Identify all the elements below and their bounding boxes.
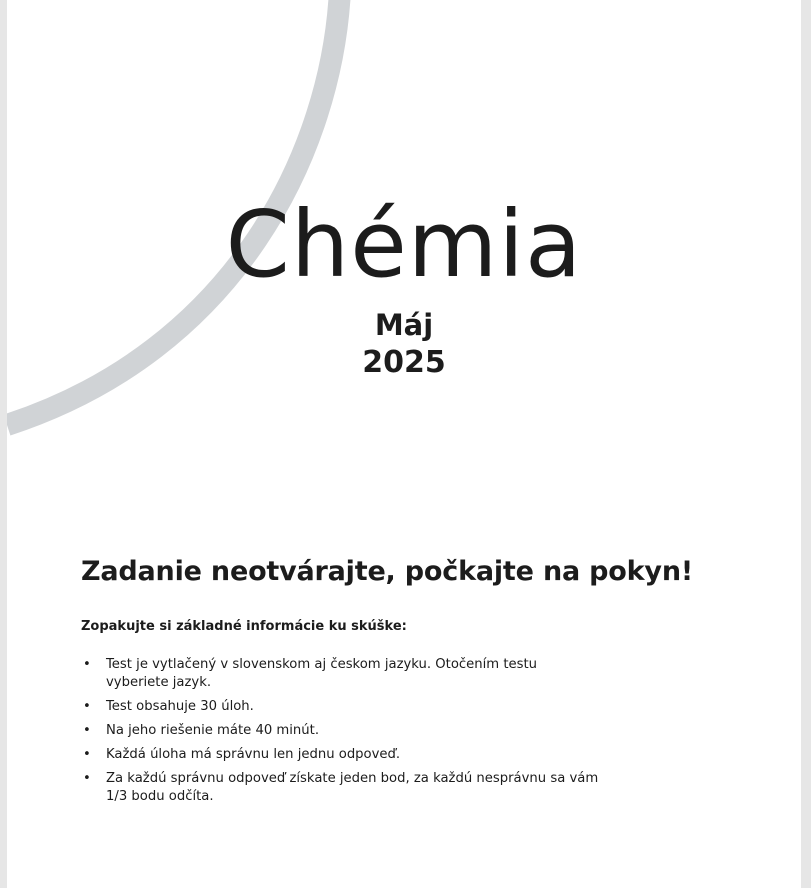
list-item-line: Test je vytlačený v slovenskom aj českom jazyku. Otočením testu — [106, 657, 538, 672]
list-item — [81, 722, 621, 740]
bullet-icon: • — [83, 699, 91, 714]
list-item — [81, 770, 621, 806]
list-item — [81, 656, 621, 692]
list-item-line: Za každú správnu odpoveď získate jeden bod, za každú nesprávnu sa vám — [106, 771, 599, 786]
bullet-icon: • — [83, 747, 91, 762]
list-item-line: Na jeho riešenie máte 40 minút. — [106, 723, 320, 738]
list-item — [81, 698, 621, 716]
list-item-line: Každá úloha má správnu len jednu odpoveď. — [106, 747, 401, 762]
subject-title: Chémia — [225, 191, 583, 298]
instructions-list — [81, 656, 621, 812]
instructions-intro: Zopakujte si základné informácie ku skúške: — [81, 619, 407, 634]
list-item-line: 1/3 bodu odčíta. — [106, 789, 214, 804]
list-item — [81, 746, 621, 764]
exam-month: Máj — [374, 308, 434, 342]
bullet-icon: • — [83, 657, 91, 672]
document-page — [7, 0, 801, 888]
bullet-icon: • — [83, 723, 91, 738]
list-item-line: vyberiete jazyk. — [106, 675, 212, 690]
bullet-icon: • — [83, 771, 91, 786]
exam-year: 2025 — [362, 345, 446, 380]
list-item-line: Test obsahuje 30 úloh. — [106, 699, 254, 714]
warning-heading: Zadanie neotvárajte, počkajte na pokyn! — [81, 556, 693, 587]
